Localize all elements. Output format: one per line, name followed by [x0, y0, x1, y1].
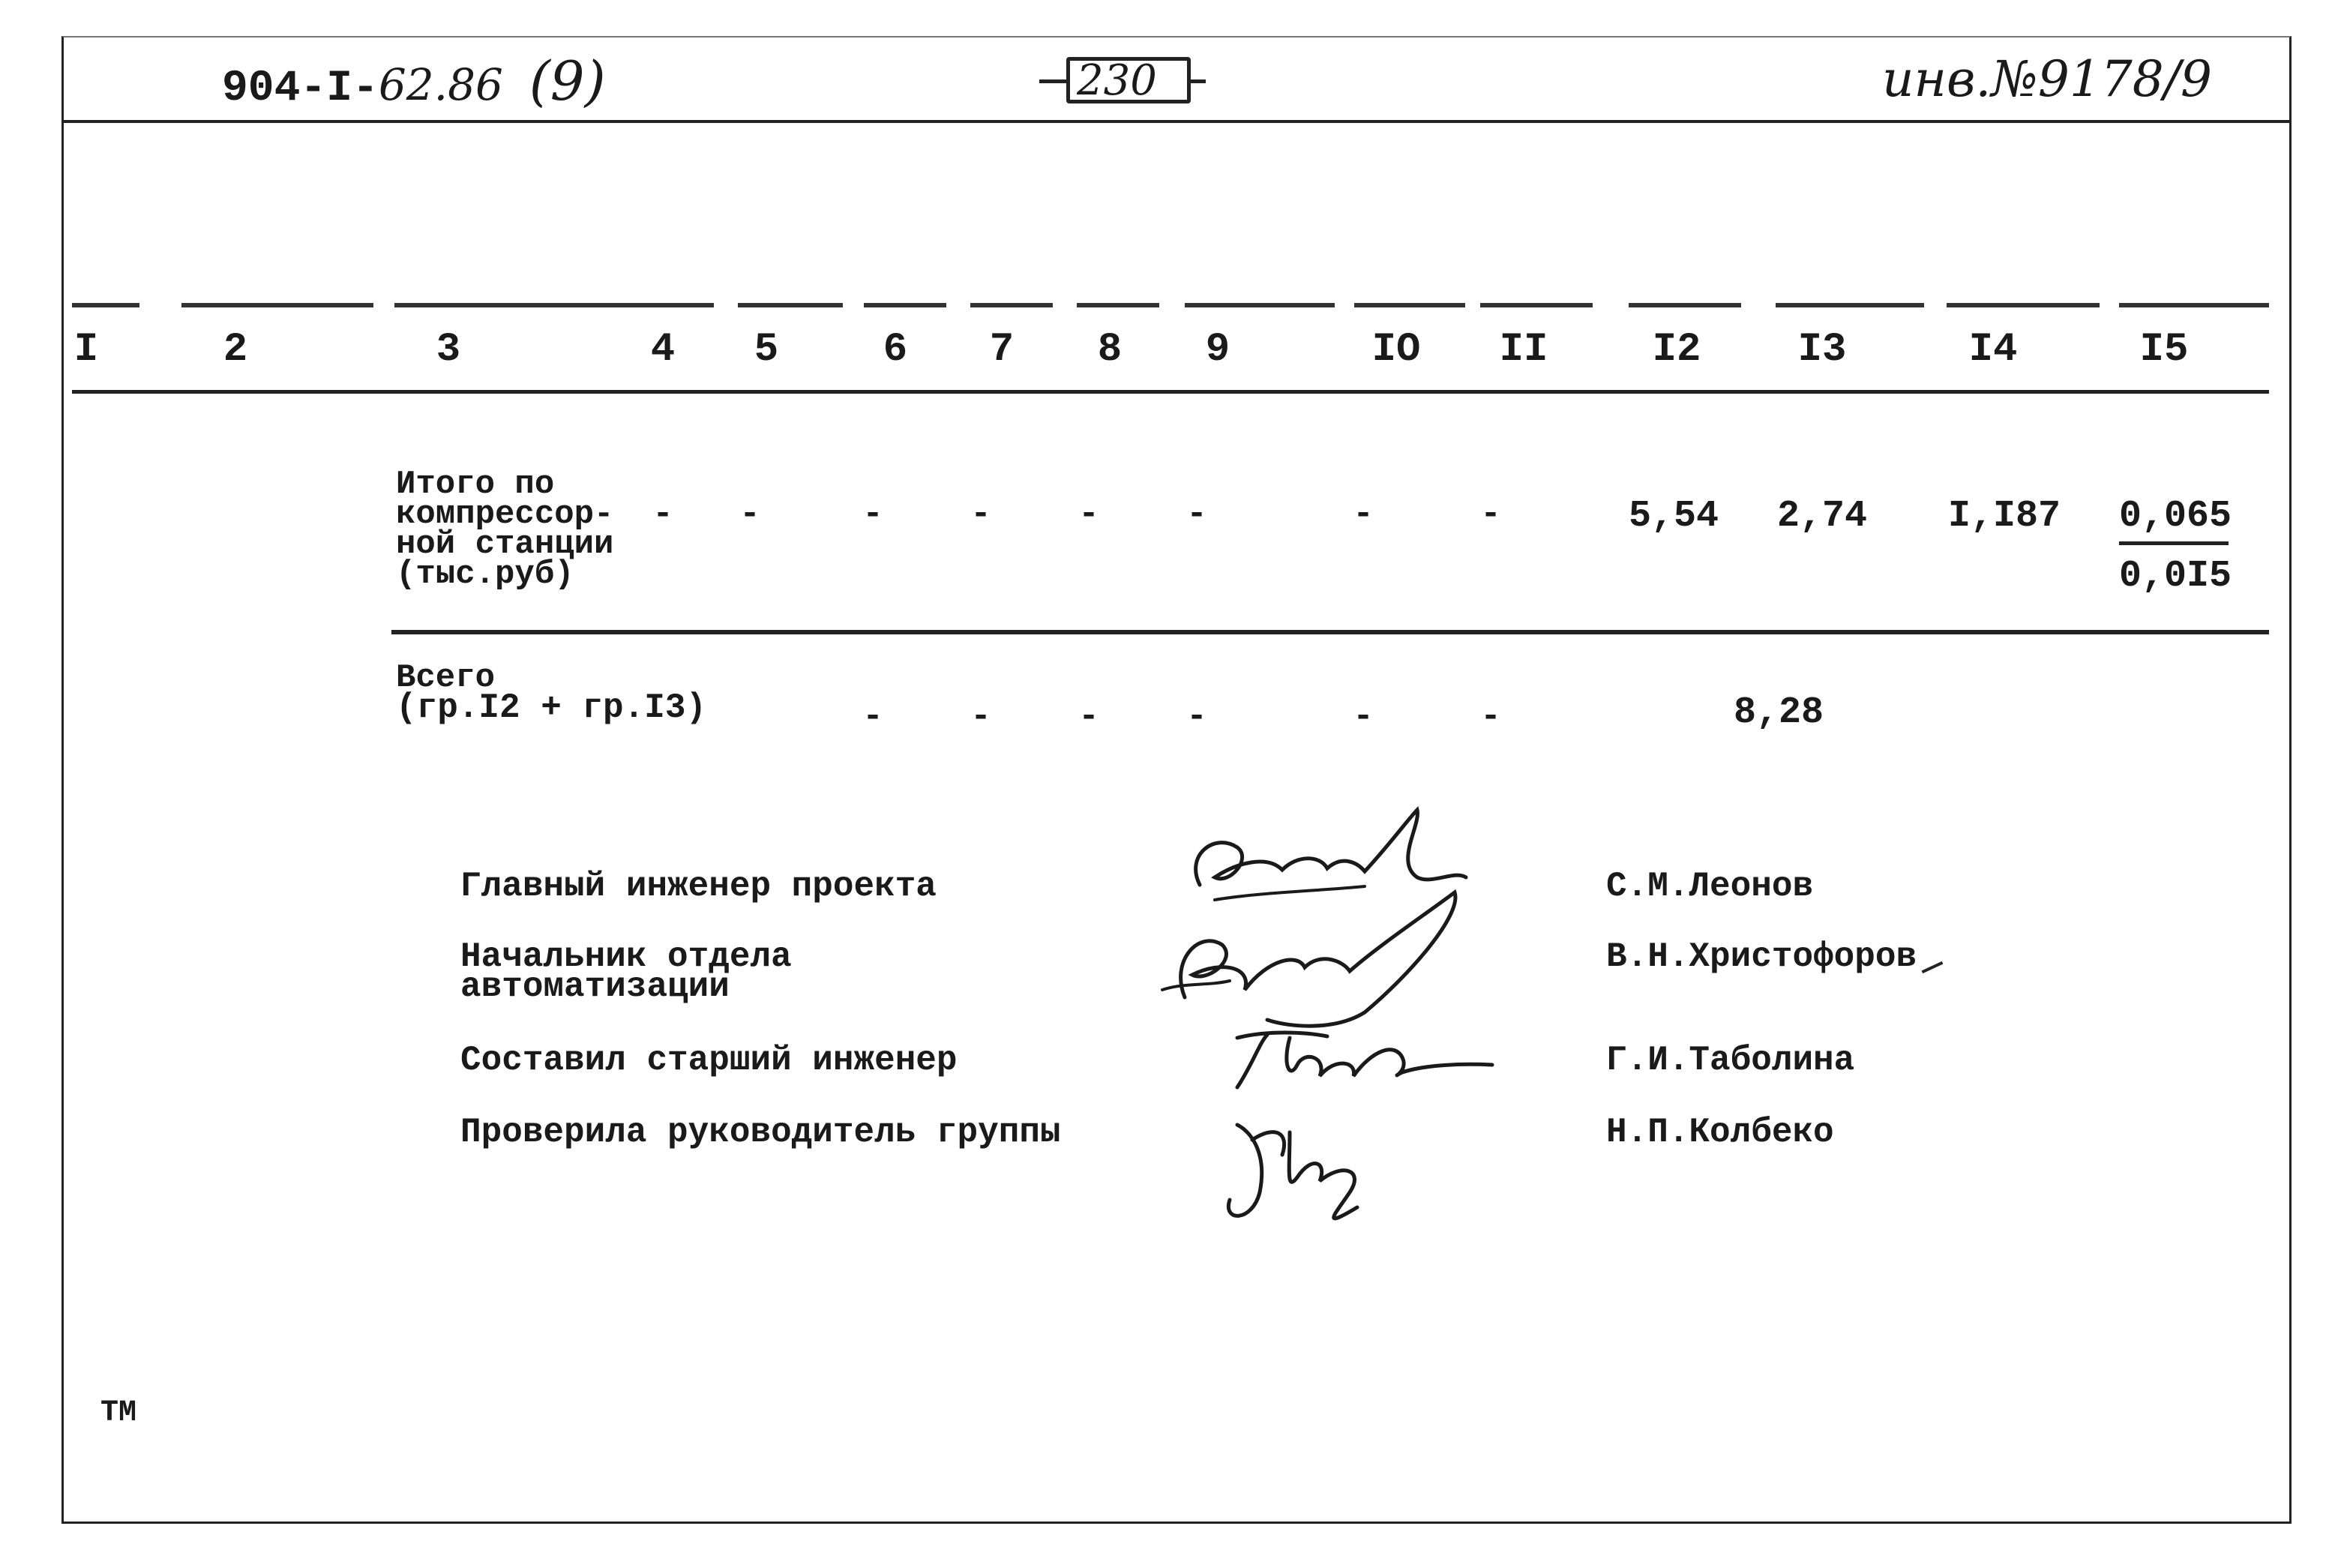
signer-role-2-line-2: автоматизации [460, 967, 730, 1006]
row-total-label-line-1: Всего [396, 659, 496, 697]
column-header-9: 9 [1205, 327, 1230, 373]
signer-name-4: Н.П.Колбеко [1606, 1113, 1834, 1152]
column-header-15: I5 [2139, 327, 2189, 373]
page-number: 230 [1077, 56, 1157, 105]
column-header-13: I3 [1797, 327, 1847, 373]
column-header-14: I4 [1968, 327, 2018, 373]
row-total-col7: - [970, 697, 991, 736]
row-total-col11: - [1480, 697, 1501, 736]
row-subtotal-label-line-1: Итого по [396, 466, 555, 503]
column-header-8: 8 [1097, 327, 1123, 373]
subtotal-bottom-rule [391, 630, 2269, 634]
signer-name-2: В.Н.Христофоров [1606, 937, 1917, 976]
page-number-left-tick [1039, 79, 1066, 83]
row-total-label-line-2: (гр.I2 + гр.I3) [396, 688, 707, 727]
row-subtotal-col6: - [862, 495, 883, 534]
column-header-5: 5 [754, 327, 779, 373]
doc-code [222, 49, 606, 113]
row-subtotal-col14: I,I87 [1948, 495, 2061, 538]
signer-role-2 [460, 937, 792, 1006]
row-subtotal-label-line-2: компрессор- [396, 496, 614, 533]
page-number-right-tick [1191, 79, 1206, 83]
row-total-col9: - [1186, 697, 1207, 736]
row-subtotal-col12: 5,54 [1629, 495, 1719, 538]
row-subtotal-col15-bottom: 0,0I5 [2119, 555, 2232, 598]
signature-khristoforov [1140, 885, 1485, 1035]
row-subtotal-label-line-3: ной станции [396, 526, 614, 563]
row-total-col10: - [1353, 697, 1374, 736]
doc-code-suffix: (9) [529, 49, 606, 112]
row-subtotal-col13: 2,74 [1777, 495, 1868, 538]
inventory-number: инв.№9178/9 [1882, 50, 2213, 108]
signature-tabolina [1222, 1020, 1507, 1102]
column-header-bottom-rule [72, 390, 2269, 394]
header-rule [61, 120, 2292, 123]
signer-role-4: Проверила руководитель группы [460, 1113, 1061, 1152]
row-subtotal-col4: - [652, 495, 673, 534]
footer-mark: ТМ [100, 1396, 137, 1430]
row-subtotal-col10: - [1353, 495, 1374, 534]
row-total-col8: - [1078, 697, 1099, 736]
row-subtotal-label [396, 466, 614, 593]
row-subtotal-col5: - [739, 495, 760, 534]
signature-kolbeko [1207, 1110, 1402, 1245]
row-total-col6: - [862, 697, 883, 736]
column-header-7: 7 [989, 327, 1015, 373]
signer-role-3: Составил старший инженер [460, 1041, 958, 1080]
row-subtotal-col11: - [1480, 495, 1501, 534]
row-total-value: 8,28 [1734, 691, 1824, 734]
row-total-label [396, 659, 707, 727]
column-header-4: 4 [650, 327, 676, 373]
fraction-bar [2119, 541, 2229, 545]
column-header-1: I [73, 327, 99, 373]
doc-code-printed: 904-I- [222, 64, 379, 113]
signer-role-1: Главный инженер проекта [460, 867, 937, 906]
column-header-2: 2 [223, 327, 248, 373]
doc-code-handwritten: 62.86 [378, 59, 503, 110]
row-subtotal-col8: - [1078, 495, 1099, 534]
column-header-10: IO [1371, 327, 1421, 373]
row-subtotal-col7: - [970, 495, 991, 534]
page-frame [61, 36, 2292, 1524]
signer-role-2-line-1: Начальник отдела [460, 937, 792, 976]
column-header-12: I2 [1652, 327, 1701, 373]
column-header-top-rule [72, 303, 2269, 309]
signer-name-3: Г.И.Таболина [1606, 1041, 1855, 1080]
row-subtotal-col9: - [1186, 495, 1207, 534]
column-header-11: II [1499, 327, 1548, 373]
column-header-3: 3 [436, 327, 461, 373]
signer-name-1: С.М.Леонов [1606, 867, 1814, 906]
column-header-6: 6 [883, 327, 908, 373]
row-subtotal-label-line-4: (тыс.руб) [396, 556, 574, 593]
row-subtotal-col15-top: 0,065 [2119, 495, 2232, 538]
